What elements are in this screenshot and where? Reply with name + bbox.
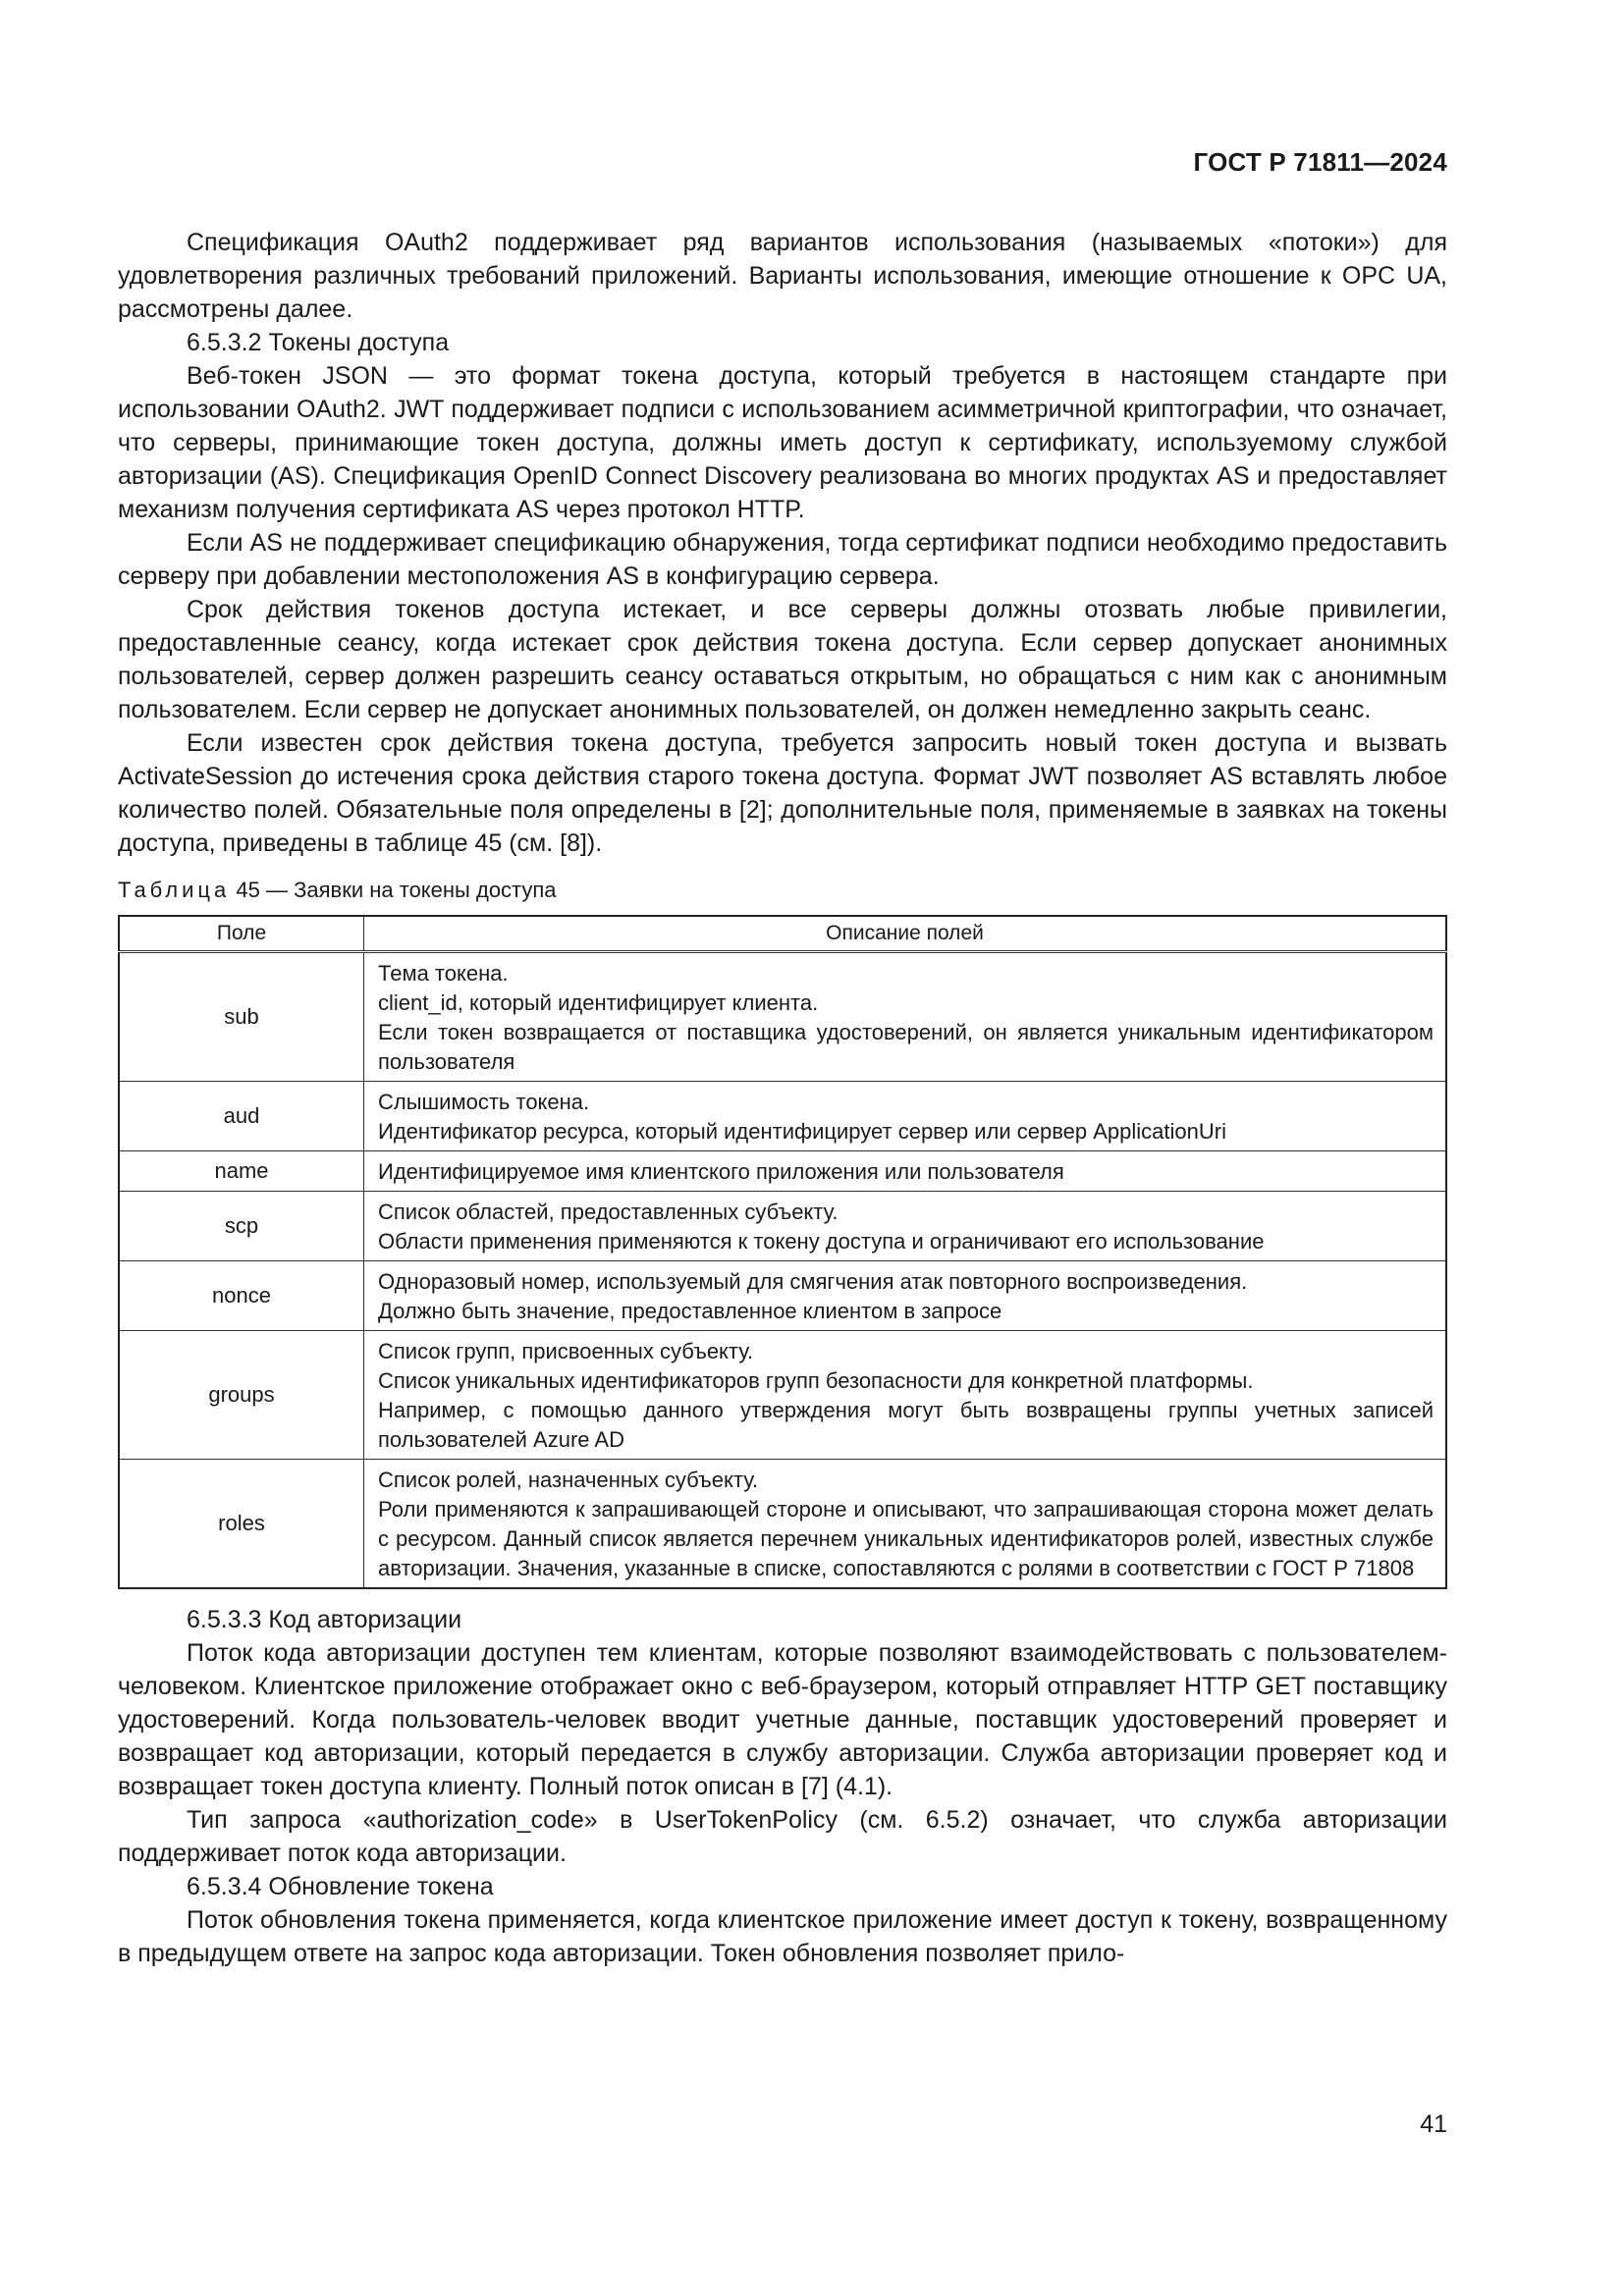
table-row [119, 1082, 1446, 1151]
description-line: Список областей, предоставленных субъекту. [378, 1200, 839, 1224]
field-name: nonce [119, 1261, 364, 1331]
description-line: Список групп, присвоенных субъекту. [378, 1339, 754, 1363]
top-section [118, 226, 1447, 860]
paragraph: Тип запроса «authorization_code» в UserTokenPolicy (см. 6.5.2) означает, что служба авторизации поддерживает поток кода авторизации. [118, 1806, 1447, 1867]
paragraph: Спецификация OAuth2 поддерживает ряд вариантов использования (называемых «потоки») для удовлетворения различных требований приложений. Варианты использования, имеющие отношение к OPC UA, рассмотрены далее. [118, 229, 1447, 323]
description-line: Если токен возвращается от поставщика удостоверений, он является уникальным идентификатором пользователя [378, 1020, 1434, 1074]
table-caption-text: 45 — Заявки на токены доступа [236, 878, 557, 902]
field-description [364, 1192, 1447, 1261]
page-number: 41 [1420, 2110, 1447, 2138]
table-row [119, 1460, 1446, 1589]
table-row [119, 952, 1446, 1082]
description-line: Тема токена. [378, 961, 509, 986]
table-row [119, 1331, 1446, 1460]
field-description [364, 1331, 1447, 1460]
paragraph: Если AS не поддерживает спецификацию обнаружения, тогда сертификат подписи необходимо предоставить серверу при добавлении местоположения AS в конфигурацию сервера. [118, 529, 1447, 590]
description-line: Слышимость токена. [378, 1090, 590, 1114]
column-header-field: Поле [119, 916, 364, 952]
section-heading: 6.5.3.3 Код авторизации [187, 1606, 462, 1633]
field-description [364, 952, 1447, 1082]
paragraph: Поток кода авторизации доступен тем клиентам, которые позволяют взаимодействовать с пользователем-человеком. Клиентское приложение отображает окно с веб-браузером, который отправляет HTTP GET поставщику удостоверений. Когда пользователь-человек вводит учетные данные, поставщик удостоверений проверяет и возвращает код авторизации, который передается в службу авторизации. Служба авторизации проверяет код и возвращает токен доступа клиенту. Полный поток описан в [7] (4.1). [118, 1639, 1447, 1800]
table-header-row [119, 916, 1446, 952]
description-line: Идентификатор ресурса, который идентифицирует сервер или сервер ApplicationUri [378, 1119, 1226, 1144]
description-line: Одноразовый номер, используемый для смягчения атак повторного воспроизведения. [378, 1269, 1248, 1294]
description-line: Список ролей, назначенных субъекту. [378, 1468, 759, 1492]
section-heading: 6.5.3.2 Токены доступа [187, 329, 450, 356]
description-line: Идентифицируемое имя клиентского приложения или пользователя [378, 1159, 1064, 1184]
field-name: groups [119, 1331, 364, 1460]
paragraph: Срок действия токенов доступа истекает, и все серверы должны отозвать любые привилегии, предоставленные сеансу, когда истекает срок действия токена доступа. Если сервер допускает анонимных пользователей, сервер должен разрешить сеансу оставаться открытым, но обращаться с ним как с анонимным пользователем. Если сервер не допускает анонимных пользователей, он должен немедленно закрыть сеанс. [118, 596, 1447, 723]
field-name: aud [119, 1082, 364, 1151]
document-header: ГОСТ Р 71811—2024 [1193, 147, 1447, 177]
claims-table [118, 915, 1447, 1589]
description-line: Список уникальных идентификаторов групп безопасности для конкретной платформы. [378, 1368, 1254, 1393]
table-row [119, 1151, 1446, 1192]
field-name: name [119, 1151, 364, 1192]
table-row [119, 1261, 1446, 1331]
field-description [364, 1261, 1447, 1331]
bottom-section [118, 1603, 1447, 1970]
field-name: sub [119, 952, 364, 1082]
paragraph: Поток обновления токена применяется, когда клиентское приложение имеет доступ к токену, возвращенному в предыдущем ответе на запрос кода авторизации. Токен обновления позволяет прило- [118, 1906, 1447, 1967]
section-heading: 6.5.3.4 Обновление токена [187, 1873, 494, 1900]
paragraph: Веб-токен JSON — это формат токена доступа, который требуется в настоящем стандарте при использовании OAuth2. JWT поддерживает подписи с использованием асимметричной криптографии, что означает, что серверы, принимающие токен доступа, должны иметь доступ к сертификату, используемому службой авторизации (AS). Спецификация OpenID Connect Discovery реализована во многих продуктах AS и предоставляет механизм получения сертификата AS через протокол HTTP. [118, 362, 1447, 523]
description-line: Роли применяются к запрашивающей стороне и описывают, что запрашивающая сторона может делать с ресурсом. Данный список является перечнем уникальных идентификаторов ролей, известных службе авторизации. Значения, указанные в списке, сопоставляются с ролями в соответствии с ГОСТ Р 71808 [378, 1497, 1434, 1580]
field-name: scp [119, 1192, 364, 1261]
table-caption [118, 876, 1447, 905]
column-header-description: Описание полей [364, 916, 1447, 952]
field-description [364, 1082, 1447, 1151]
field-description [364, 1151, 1447, 1192]
field-name: roles [119, 1460, 364, 1589]
description-line: Области применения применяются к токену доступа и ограничивают его использование [378, 1229, 1265, 1254]
description-line: Должно быть значение, предоставленное клиентом в запросе [378, 1299, 1002, 1323]
table-row [119, 1192, 1446, 1261]
page-content [118, 226, 1447, 1970]
table-caption-label: Таблица [118, 878, 231, 902]
description-line: Например, с помощью данного утверждения могут быть возвращены группы учетных записей пользователей Azure AD [378, 1398, 1434, 1452]
paragraph: Если известен срок действия токена доступа, требуется запросить новый токен доступа и вызвать ActivateSession до истечения срока действия старого токена доступа. Формат JWT позволяет AS вставлять любое количество полей. Обязательные поля определены в [2]; дополнительные поля, применяемые в заявках на токены доступа, приведены в таблице 45 (см. [8]). [118, 729, 1447, 857]
field-description [364, 1460, 1447, 1589]
description-line: client_id, который идентифицирует клиента. [378, 990, 819, 1015]
